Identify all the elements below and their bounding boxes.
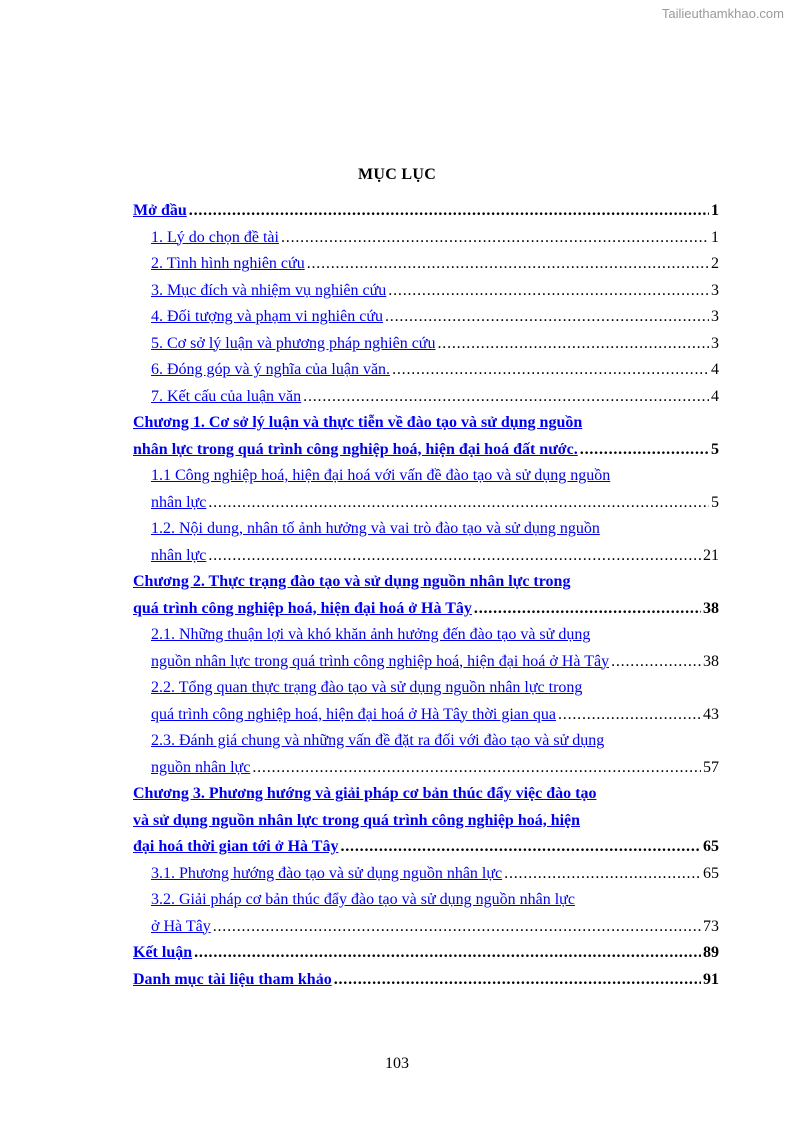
toc-page-number: 2 (711, 255, 719, 272)
toc-entry-link[interactable]: nhân lực (151, 493, 207, 511)
toc-entry[interactable] (133, 781, 719, 861)
toc-entry[interactable] (133, 357, 719, 384)
toc-entry-title-line[interactable]: Chương 2. Thực trạng đào tạo và sử dụng nguồn nhân lực trong (133, 573, 571, 590)
toc-entry-line (133, 940, 719, 967)
toc-entry-line (151, 331, 719, 358)
toc-page-number: 73 (703, 917, 719, 935)
toc-page-number: 21 (703, 546, 719, 564)
dot-leader (208, 490, 709, 517)
toc-page-number: 1 (711, 228, 719, 246)
toc-entry-line (133, 596, 719, 623)
toc-entry-link[interactable]: nguồn nhân lực (151, 758, 251, 776)
toc-entry-line (151, 225, 719, 252)
toc-entry-line (151, 384, 719, 411)
toc-page-number: 3 (711, 334, 719, 352)
dot-leader (303, 384, 709, 411)
toc-entry-title-line[interactable]: Chương 3. Phương hướng và giải pháp cơ bản thúc đẩy việc đào tạo (133, 785, 597, 802)
toc-entry[interactable] (133, 384, 719, 411)
page-number: 103 (385, 1055, 409, 1072)
dot-leader (388, 278, 709, 305)
toc-entry-link[interactable]: 7. Kết cấu của luận văn (151, 387, 302, 405)
toc-entry-link[interactable]: nhân lực trong quá trình công nghiệp hoá, hiện đại hoá đất nước. (133, 440, 578, 458)
toc-entry-line (133, 834, 719, 861)
toc-entry-link[interactable]: 2. Tình hình nghiên cứu (151, 255, 305, 272)
toc-page-number: 57 (703, 758, 719, 776)
dot-leader (307, 251, 709, 278)
toc-entry-link[interactable]: 3.1. Phương hướng đào tạo và sử dụng nguồn nhân lực (151, 864, 503, 882)
toc-entry[interactable] (133, 967, 719, 994)
toc-page-number: 43 (703, 705, 719, 723)
toc-entry-title-line[interactable]: 2.2. Tổng quan thực trạng đào tạo và sử dụng nguồn nhân lực trong (151, 679, 583, 696)
toc-entry[interactable] (133, 622, 719, 675)
toc-page-number: 38 (703, 652, 719, 670)
toc-entry[interactable] (133, 940, 719, 967)
toc-entry[interactable] (133, 198, 719, 225)
toc-entry-line (151, 702, 719, 729)
dot-leader (281, 225, 709, 252)
toc-entry[interactable] (133, 304, 719, 331)
toc-entry-title-line[interactable]: 2.3. Đánh giá chung và những vấn đề đặt ra đối với đào tạo và sử dụng (151, 732, 605, 749)
toc-entry-link[interactable]: 1. Lý do chọn đề tài (151, 228, 279, 246)
dot-leader (474, 596, 701, 623)
toc-entry-line (133, 967, 719, 994)
toc-entry[interactable] (133, 569, 719, 622)
toc-entry-line (133, 198, 719, 225)
toc-entry-title-line[interactable]: 1.2. Nội dung, nhân tố ảnh hưởng và vai trò đào tạo và sử dụng nguồn (151, 520, 600, 537)
toc-entry-line (151, 861, 719, 888)
toc-entry-link[interactable]: Danh mục tài liệu tham khảo (133, 970, 332, 988)
toc-entry-title-line[interactable]: 1.1 Công nghiệp hoá, hiện đại hoá với vấn đề đào tạo và sử dụng nguồn (151, 467, 611, 484)
table-of-contents (133, 198, 719, 993)
dot-leader (558, 702, 701, 729)
toc-entry[interactable] (133, 463, 719, 516)
toc-entry-link[interactable]: đại hoá thời gian tới ở Hà Tây (133, 838, 339, 855)
toc-entry-link[interactable]: 4. Đối tượng và phạm vi nghiên cứu (151, 308, 383, 325)
watermark-text: Tailieuthamkhao.com (661, 6, 784, 21)
toc-entry-link[interactable]: quá trình công nghiệp hoá, hiện đại hoá ở Hà Tây thời gian qua (151, 705, 556, 723)
dot-leader (213, 914, 701, 941)
dot-leader (385, 304, 709, 331)
toc-entry[interactable] (133, 331, 719, 358)
toc-page-number: 3 (711, 281, 719, 299)
toc-entry-line (151, 543, 719, 570)
dot-leader (194, 940, 701, 967)
toc-entry-link[interactable]: 6. Đóng góp và ý nghĩa của luận văn. (151, 361, 391, 378)
toc-entry-link[interactable]: 3. Mục đích và nhiệm vụ nghiên cứu (151, 281, 387, 299)
toc-page-number: 89 (703, 944, 719, 961)
dot-leader (189, 198, 709, 225)
toc-page-number: 4 (711, 387, 719, 405)
page-title: MỤC LỤC (357, 166, 437, 183)
toc-entry[interactable] (133, 251, 719, 278)
toc-entry-link[interactable]: nguồn nhân lực trong quá trình công nghiệp hoá, hiện đại hoá ở Hà Tây (151, 652, 610, 670)
toc-entry-link[interactable]: quá trình công nghiệp hoá, hiện đại hoá ở Hà Tây (133, 599, 472, 617)
dot-leader (334, 967, 701, 994)
toc-entry-link[interactable]: 5. Cơ sở lý luận và phương pháp nghiên cứu (151, 334, 436, 352)
toc-entry-title-line[interactable]: 2.1. Những thuận lợi và khó khăn ảnh hưởng đến đào tạo và sử dụng (151, 626, 591, 643)
toc-entry-line (151, 490, 719, 517)
toc-entry-line (151, 755, 719, 782)
toc-entry-line (151, 304, 719, 331)
toc-page-number: 3 (711, 308, 719, 325)
toc-entry-line (151, 649, 719, 676)
toc-page-number: 91 (703, 970, 719, 988)
dot-leader (504, 861, 701, 888)
toc-entry-link[interactable]: nhân lực (151, 546, 207, 564)
toc-entry-title-line[interactable]: và sử dụng nguồn nhân lực trong quá trình công nghiệp hoá, hiện (133, 811, 581, 829)
dot-leader (392, 357, 709, 384)
toc-page-number: 4 (711, 361, 719, 378)
toc-page-number: 65 (703, 864, 719, 882)
dot-leader (611, 649, 701, 676)
toc-entry-link[interactable]: Mở đầu (133, 202, 187, 219)
toc-page-number: 5 (711, 493, 719, 511)
toc-entry[interactable] (133, 278, 719, 305)
toc-entry-title-line[interactable]: Chương 1. Cơ sở lý luận và thực tiễn về đào tạo và sử dụng nguồn (133, 414, 583, 431)
toc-entry-title-line[interactable]: 3.2. Giải pháp cơ bản thúc đẩy đào tạo và sử dụng nguồn nhân lực (151, 891, 575, 908)
dot-leader (437, 331, 709, 358)
toc-page-number: 65 (703, 838, 719, 855)
toc-page-number: 5 (711, 440, 719, 458)
toc-entry-line (133, 437, 719, 464)
toc-entry[interactable] (133, 861, 719, 888)
toc-page-number: 1 (711, 202, 719, 219)
toc-entry-line (151, 278, 719, 305)
toc-entry-line (151, 914, 719, 941)
toc-entry[interactable] (133, 516, 719, 569)
toc-entry[interactable] (133, 728, 719, 781)
dot-leader (208, 543, 701, 570)
toc-entry-link[interactable]: Kết luận (133, 944, 193, 961)
toc-entry[interactable] (133, 675, 719, 728)
toc-entry-line (151, 357, 719, 384)
dot-leader (340, 834, 701, 861)
toc-entry[interactable] (133, 225, 719, 252)
dot-leader (252, 755, 701, 782)
toc-page-number: 38 (703, 599, 719, 617)
toc-entry[interactable] (133, 887, 719, 940)
toc-entry-line (151, 251, 719, 278)
dot-leader (580, 437, 709, 464)
toc-entry-link[interactable]: ở Hà Tây (151, 917, 211, 935)
toc-entry[interactable] (133, 410, 719, 463)
